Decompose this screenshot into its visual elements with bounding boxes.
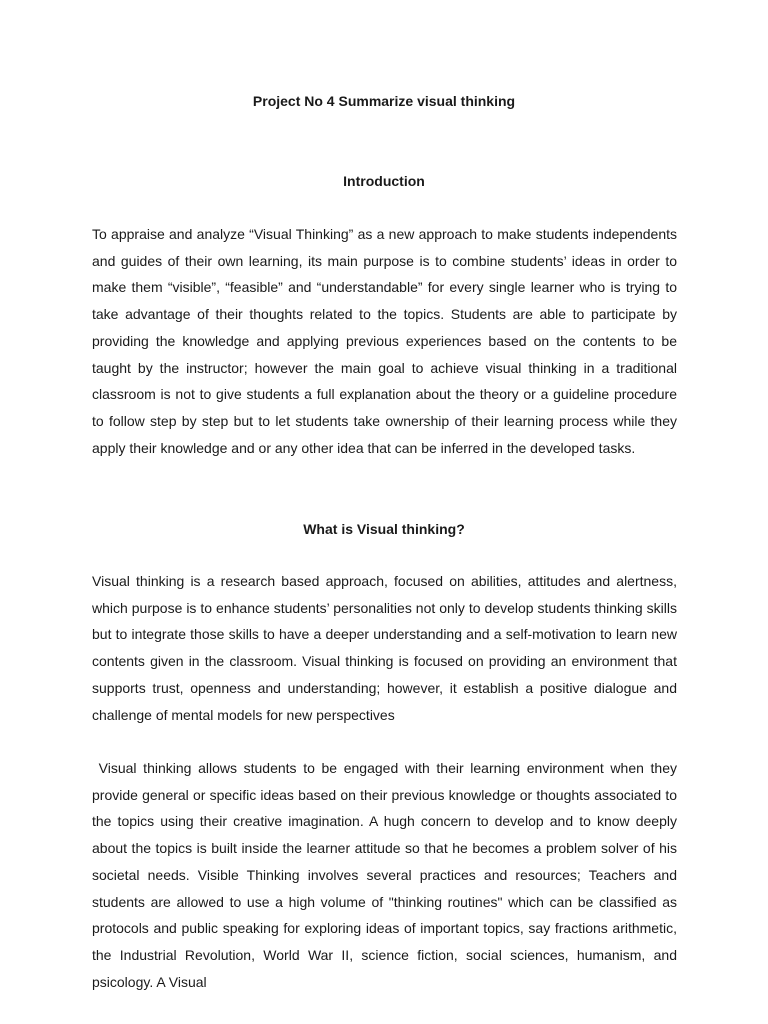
- visual-thinking-paragraph-1: Visual thinking is a research based approach, focused on abilities, attitudes and alertness, which purpose is to enhance students’ personalities not only to develop students thinking skills but to integrate those skills to have a deeper understanding and a self-motivation to learn new contents given in the classroom. Visual thinking is focused on providing an environment that supports trust, openness and understanding; however, it establish a positive dialogue and challenge of mental models for new perspectives: [92, 573, 677, 723]
- document-title: Project No 4 Summarize visual thinking: [252, 93, 516, 109]
- section-heading-what-is-visual-thinking: What is Visual thinking?: [303, 521, 465, 537]
- section-heading-introduction: Introduction: [343, 173, 425, 189]
- introduction-paragraph: To appraise and analyze “Visual Thinking” as a new approach to make students independents and guides of their own learning, its main purpose is to combine students’ ideas in order to make them “visible”, “feasible” and “understandable” for every single learner who is trying to take advantage of their thoughts related to the topics. Students are able to participate by providing the knowledge and applying previous experiences based on the contents to be taught by the instructor; however the main goal to achieve visual thinking in a traditional classroom is not to give students a full explanation about the theory or a guideline procedure to follow step by step but to let students take ownership of their learning process while they apply their knowledge and or any other idea that can be inferred in the developed tasks.: [92, 226, 677, 456]
- visual-thinking-paragraph-2: Visual thinking allows students to be engaged with their learning environment when they provide general or specific ideas based on their previous knowledge or thoughts associated to the topics using their creative imagination. A hugh concern to develop and to know deeply about the topics is built inside the learner attitude so that he becomes a problem solver of his societal needs. Visible Thinking involves several practices and resources; Teachers and students are allowed to use a high volume of "thinking routines" which can be classified as protocols and public speaking for exploring ideas of important topics, say fractions arithmetic, the Industrial Revolution, World War II, science fiction, social sciences, humanism, and psicology. A Visual: [92, 760, 681, 990]
